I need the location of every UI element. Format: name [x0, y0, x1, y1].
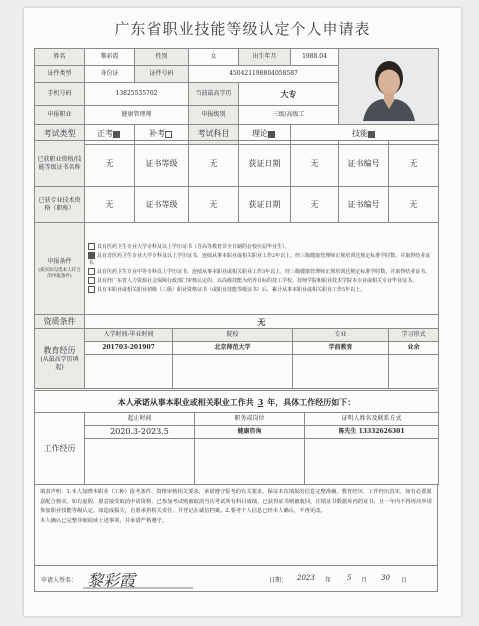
work-period: 2020.3-2023.5: [85, 426, 195, 439]
work-reference: 陈先生 13332626301: [305, 426, 439, 439]
skill-label: 技能: [352, 129, 368, 138]
edu-header-period: 入学时间-毕业时间: [85, 329, 173, 342]
prof-cert-grade-label: 证书等级: [135, 141, 189, 187]
level-label: 申报级别: [189, 105, 239, 124]
declaration-confirm: 本人确认已完整详细阅读上述事项，并承诺严格遵守。: [40, 517, 168, 524]
qualification-value: 无: [85, 315, 439, 329]
commitment-prefix: 本人承诺从事本职业或相关职业工作共: [117, 396, 254, 407]
birth-label: 出生年月: [239, 49, 291, 66]
id-number-label: 证件号码: [135, 65, 189, 82]
conditions-label: 申报条件: [47, 257, 72, 265]
date-month-unit: 月: [361, 577, 368, 584]
prof-cert-name: 无: [85, 141, 135, 187]
empty-box-icon: [88, 277, 95, 284]
empty-box-icon: [88, 243, 95, 250]
tech-cert-name: 无: [85, 187, 135, 223]
condition-item: 具有本职业或相关职业初级（三级）职业资格证书（或职业技能等级证书）后，累计从事本职业或相关职业工作5年以上。: [88, 286, 435, 295]
signature-row: [34, 566, 438, 592]
empty-box-icon: [88, 286, 95, 293]
id-number-value: 450421198804058587: [189, 65, 339, 82]
applicant-photo: [339, 49, 439, 125]
checked-box-icon: [368, 131, 375, 138]
tech-cert-date: 无: [291, 187, 339, 223]
conditions-table: [34, 222, 439, 329]
date-label: 日期：: [269, 577, 288, 584]
level-value: 三级/高级工: [239, 105, 339, 124]
name-label: 姓名: [35, 49, 85, 66]
work-empty-cell: [85, 439, 195, 485]
education-value: 大专: [239, 82, 339, 105]
date-day-unit: 日: [401, 577, 408, 584]
edu-empty-cell: [389, 355, 439, 389]
condition-item: 具有经广东省人力资源社会保障行政部门审核认定的、以高级技能为培养目标的技工学校、技师学院和职业技术学院本专业或相关专业毕业证书。: [88, 277, 435, 286]
conditions-label-cell: [35, 223, 85, 315]
signature-label: 申请人签名：: [41, 577, 78, 584]
conditions-hint: (按实际勾选本人符合的申报条件): [38, 268, 81, 279]
edu-header-school: 院校: [173, 329, 293, 342]
education-history-label: 教育经历: [43, 346, 76, 355]
declaration-notes: [34, 484, 438, 566]
education-table: [34, 328, 439, 389]
tech-cert-number-label: 证书编号: [339, 187, 389, 223]
edu-empty-cell: [293, 355, 389, 389]
date-year-unit: 年: [325, 577, 332, 584]
edu-major: 学前教育: [293, 342, 389, 355]
occupation-value: 健康管理师: [85, 105, 189, 124]
commitment-line: [35, 391, 439, 413]
condition-item: 具有医药卫生专业大学专科及以上学历证书（含高等教育非全日制的在校应届毕业生）。: [88, 243, 435, 252]
work-history-label: 工作经历: [35, 413, 85, 485]
empty-box-icon: [88, 268, 95, 275]
date-day: 30: [381, 574, 390, 582]
portrait-image: [341, 49, 437, 121]
tech-cert-number: 无: [389, 187, 439, 223]
theory-label: 理论: [252, 129, 268, 138]
edu-empty-cell: [85, 355, 173, 389]
edu-school: 北京师范大学: [173, 342, 293, 355]
prof-cert-date-label: 获证日期: [239, 141, 291, 187]
date-month: 5: [347, 574, 352, 582]
signature-underline: [83, 584, 193, 590]
occupation-label: 申报职业: [35, 105, 85, 124]
checked-box-icon: [268, 131, 275, 138]
conditions-list: [85, 223, 439, 315]
birth-value: 1988.04: [291, 49, 339, 66]
phone-label: 手机号码: [35, 82, 85, 105]
edu-header-major: 专业: [293, 329, 389, 342]
commitment-suffix: 年，具体工作经历如下：: [267, 396, 356, 407]
gender-value: 女: [189, 49, 239, 66]
tech-cert-date-label: 获证日期: [239, 187, 291, 223]
work-position: 健康咨询: [195, 426, 305, 439]
id-type-label: 证件类型: [35, 65, 85, 82]
date-year: 2023: [297, 574, 315, 582]
education-history-hint: (从最高学历填起): [40, 356, 79, 371]
checked-box-icon: [88, 252, 95, 259]
tech-cert-grade-label: 证书等级: [135, 187, 189, 223]
certificates-table: [34, 140, 439, 223]
empty-box-icon: [165, 131, 172, 138]
form-title: 广东省职业技能等级认定个人申请表: [114, 20, 371, 38]
id-type-value: 身份证: [85, 65, 135, 82]
checked-box-icon: [113, 131, 120, 138]
education-label: 当前最高学历: [189, 82, 239, 105]
tech-cert-grade: 无: [189, 187, 239, 223]
declaration-text: 填表声明：1.本人知晓本职业（工种）报考条件、资格审核相关要求，承诺遵守报考的有关要求，保证本次填报的信息完整准确，教育经历、工作经历真实，如有必要愿意配合核实。如有虚假，愿意接受取消申请资格、已参加考试则被取消当次考试所有科目成绩、已获得证书则被收回，注销证书数据库内的证书，且一年内不得再次申请参加职业技能等级认定。如造成损失，自愿承担相关责任，并登记在诚信档案。2.要考个人信息已经本人确认，不再更改。: [40, 489, 432, 515]
exam-type-label: 考试类型: [35, 124, 85, 144]
work-empty-cell: [305, 439, 439, 485]
qualification-label: 资质条件: [35, 315, 85, 329]
work-header-position: 职务或岗位: [195, 413, 305, 426]
applicant-signature: 黎彩霞: [87, 571, 136, 590]
prof-cert-grade: 无: [189, 141, 239, 187]
work-header-period: 起止时间: [85, 413, 195, 426]
edu-empty-cell: [173, 355, 293, 389]
edu-period: 201703-201907: [85, 342, 173, 355]
condition-item: 具有非医药卫生专业大学专科及以上学历证书，连续从事本职业或相关职业工作2年以上，经三级健康管理师正规培训达规定标准学时数，并取得结业证书。: [88, 252, 431, 267]
commitment-years: 3: [257, 396, 264, 407]
gender-label: 性别: [135, 49, 189, 66]
work-header-reference: 证明人姓名及联系方式: [305, 413, 439, 426]
name-value: 黎彩霞: [85, 49, 135, 66]
personal-info-table: [34, 48, 439, 145]
edu-mode: 业余: [389, 342, 439, 355]
prof-cert-date: 无: [291, 141, 339, 187]
exam-normal-label: 正考: [97, 129, 113, 138]
education-history-label-cell: [35, 329, 85, 389]
prof-cert-number: 无: [389, 141, 439, 187]
exam-subject-label: 考试科目: [189, 124, 239, 144]
condition-item: 具有医药卫生专业中等专科以上学历证书，连续从事本职业或相关职业工作3年以上，经三级健康管理师正规培训达规定标准学时数，并取得结业证书。: [88, 268, 435, 277]
prof-cert-label: 已获职业资格/技能等级证书名称: [35, 141, 85, 187]
work-empty-cell: [195, 439, 305, 485]
work-table: [34, 390, 439, 485]
tech-cert-label: 已获专业技术资格（职称）: [35, 187, 85, 223]
edu-header-mode: 学习形式: [389, 329, 439, 342]
prof-cert-number-label: 证书编号: [339, 141, 389, 187]
exam-makeup-label: 补考: [149, 129, 165, 138]
phone-value: 13825535702: [85, 82, 189, 105]
